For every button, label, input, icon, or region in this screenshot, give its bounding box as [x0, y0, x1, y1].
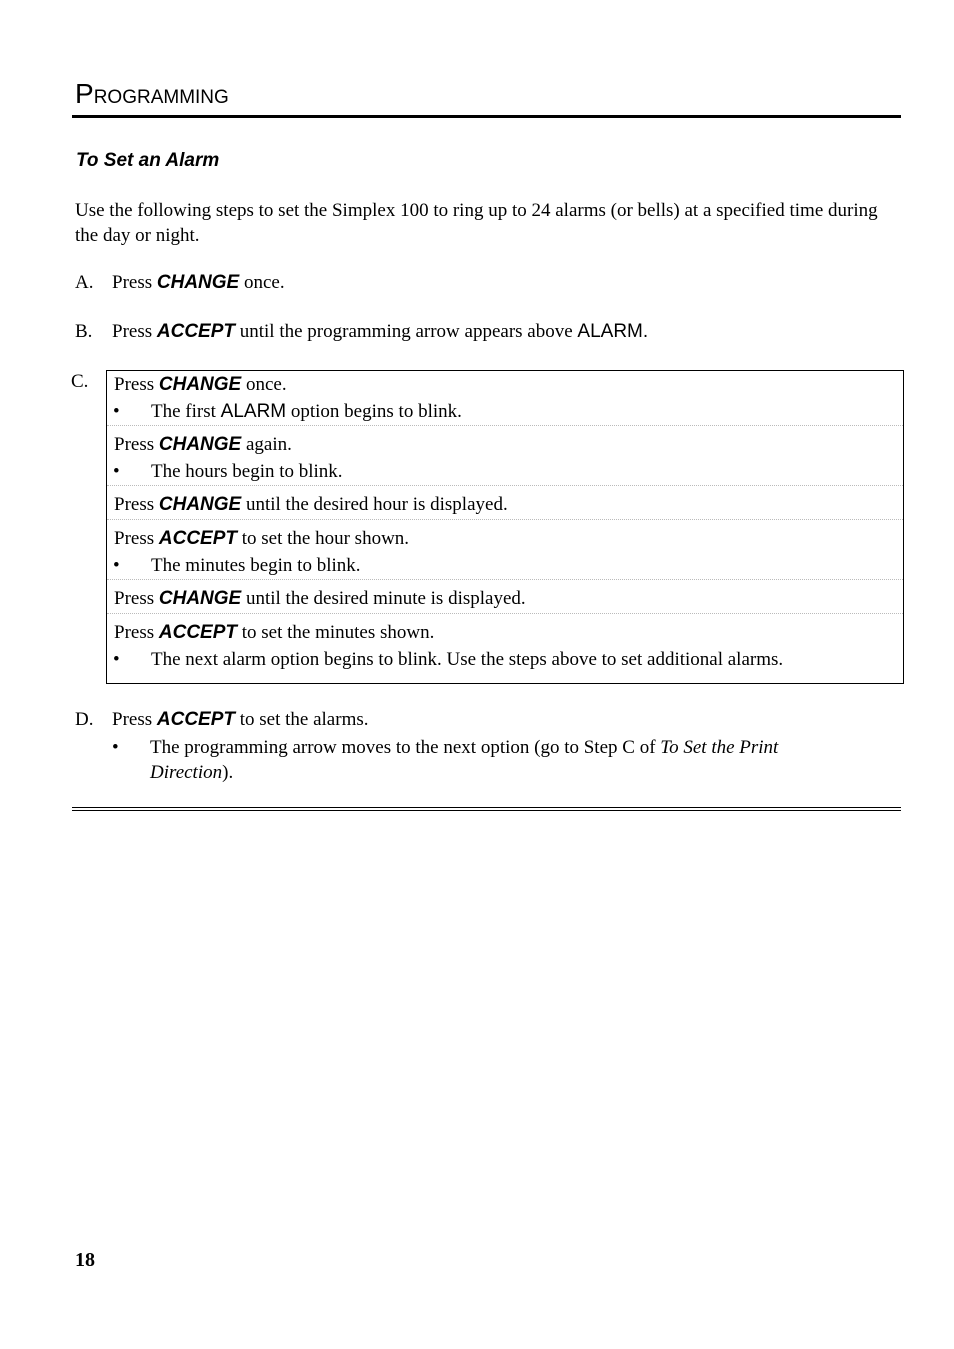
- row-divider: [107, 579, 903, 580]
- header-rule: [72, 115, 901, 118]
- end-rule: [72, 807, 901, 808]
- c6-pre: Press: [114, 622, 155, 643]
- row-divider: [107, 519, 903, 520]
- c2-pre: Press: [114, 434, 155, 455]
- c2-post: again.: [245, 434, 292, 455]
- step-c-letter: C.: [71, 371, 89, 392]
- c6-post: to set the minutes shown.: [241, 622, 435, 643]
- step-b-letter: B.: [75, 321, 93, 342]
- d-bullet-ref-2: Direction: [150, 762, 223, 783]
- step-c-row-3: [114, 492, 508, 518]
- step-b-post: until the programming arrow appears above: [239, 321, 573, 342]
- c1-bullet-post: option begins to blink.: [290, 401, 462, 422]
- c4-post: to set the hour shown.: [241, 528, 410, 549]
- step-d-bullet-line1: [150, 735, 870, 760]
- c4-bullet-text: The minutes begin to blink.: [151, 555, 361, 576]
- step-b-pre: Press: [112, 321, 153, 342]
- row-divider: [107, 613, 903, 614]
- c5-key: CHANGE: [158, 588, 242, 609]
- c4-key: ACCEPT: [158, 528, 237, 549]
- bullet-icon: •: [113, 461, 120, 482]
- step-a-text: [112, 272, 285, 294]
- section-header: [75, 78, 229, 110]
- c3-post: until the desired hour is displayed.: [245, 494, 508, 515]
- step-c-table: [106, 370, 904, 684]
- row-divider: [107, 425, 903, 426]
- d-bullet-post: ).: [222, 762, 234, 783]
- step-c-row-1: [114, 372, 287, 398]
- step-d-bullet-line2: [150, 760, 233, 785]
- step-b-key: ACCEPT: [156, 321, 235, 342]
- c1-bullet-text: [151, 399, 462, 424]
- c2-key: CHANGE: [158, 434, 242, 455]
- step-b-text: [112, 321, 648, 343]
- subheading: To Set an Alarm: [76, 150, 220, 171]
- step-d-pre: Press: [112, 709, 153, 730]
- intro-paragraph: Use the following steps to set the Simplex 100 to ring up to 24 alarms (or bells) at a specified time during the day or night.: [75, 200, 878, 246]
- bullet-icon: •: [113, 401, 120, 422]
- c1-key: CHANGE: [158, 374, 242, 395]
- c1-bullet-word: ALARM: [220, 401, 287, 422]
- c3-pre: Press: [114, 494, 155, 515]
- header-rest: ROGRAMMING: [93, 87, 229, 108]
- step-d-text: [112, 709, 369, 731]
- step-a-post: once.: [243, 272, 285, 293]
- c1-pre: Press: [114, 374, 155, 395]
- c1-bullet-pre: The first: [151, 401, 216, 422]
- step-d-post: to set the alarms.: [239, 709, 369, 730]
- c6-key: ACCEPT: [158, 622, 237, 643]
- c2-bullet-text: The hours begin to blink.: [151, 461, 343, 482]
- end-rule: [72, 810, 901, 811]
- step-c-row-4: [114, 526, 409, 552]
- page-number: 18: [75, 1249, 95, 1271]
- step-c-row-5: [114, 586, 526, 612]
- bullet-icon: •: [113, 649, 120, 670]
- c4-pre: Press: [114, 528, 155, 549]
- step-b-tail: ALARM.: [577, 321, 649, 342]
- step-c-row-2: [114, 432, 292, 458]
- header-initial: P: [75, 78, 94, 109]
- c5-pre: Press: [114, 588, 155, 609]
- d-bullet-pre: The programming arrow moves to the next option (go to Step C of: [150, 737, 656, 758]
- d-bullet-ref-1: To Set the Print: [660, 737, 779, 758]
- row-divider: [107, 485, 903, 486]
- step-d-key: ACCEPT: [156, 709, 235, 730]
- c3-key: CHANGE: [158, 494, 242, 515]
- step-c-row-6: [114, 620, 434, 646]
- bullet-icon: •: [113, 555, 120, 576]
- step-a-key: CHANGE: [156, 272, 240, 293]
- step-a-pre: Press: [112, 272, 153, 293]
- step-d-letter: D.: [75, 709, 94, 730]
- c5-post: until the desired minute is displayed.: [245, 588, 526, 609]
- c1-post: once.: [245, 374, 287, 395]
- bullet-icon: •: [112, 737, 119, 758]
- c6-bullet-text: The next alarm option begins to blink. Use the steps above to set additional alarms.: [151, 649, 784, 670]
- step-a-letter: A.: [75, 272, 94, 293]
